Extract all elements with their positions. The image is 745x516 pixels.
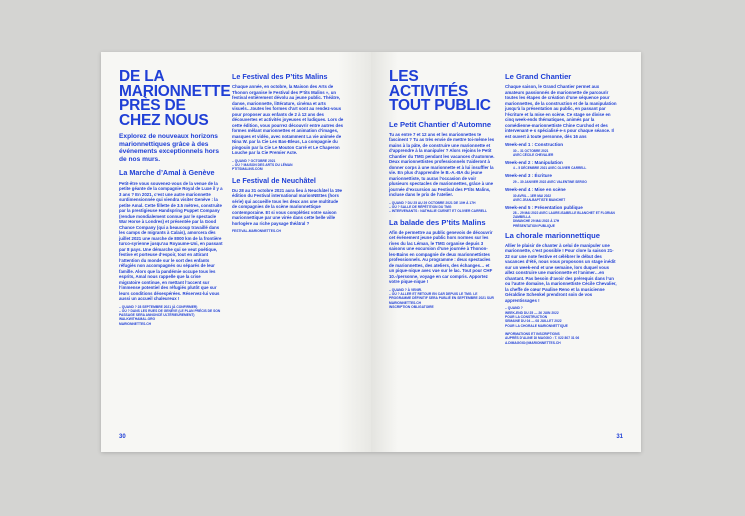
weekend-list: [505, 142, 617, 227]
weekend-detail: 29 – 30 JANVIER 2022 AVEC VALENTINE SERGO: [513, 179, 587, 184]
petit-chantier-info: – QUAND ? DU 25 AU 29 OCTOBRE 2021 DE 10H À 17H – OÙ ? SALLE DE RÉPÉTITION DU TMG – INTERVENANTS : NATHALIE CUENET ET OLIVIER CARRELL: [389, 200, 488, 214]
grand-chantier-body: Chaque saison, le Grand Chantier permet aux amateurs passionnés de marionnette de parcourir toutes les étapes de création d’une séquence pour marionnettes, de la construction et de la manipulation jusqu’à la présentation au public, en passant par l’écriture et la mise en scène. Ce stage se divise en cinq week-ends thématiques, animés par la comédienne-marionnettiste Chine Curchod et des intervenant·e·s spécialisé·e·s pour chaque séance. Il est ouvert à toute personne, dès 16 ans: [505, 84, 617, 139]
left-column-2: [232, 70, 344, 239]
left-column-1: [119, 68, 231, 331]
balade-info: – QUAND ? À VENIR. – OÙ ? ALLER ET RETOUR EN CAR DEPUIS LE TMG. LE PROGRAMME DÉFINITIF SERA PUBLIÉ EN SEPTEMBRE 2021 SUR MARIONNETTES.CH INSCRIPTION OBLIGATOIRE: [389, 287, 494, 309]
balade-heading: La balade des P’tits Malins: [389, 217, 486, 227]
right-page: [371, 52, 641, 452]
right-column-2: [505, 70, 617, 350]
page-number-left: 30: [119, 434, 126, 440]
intro-text: Explorez de nouveaux horizons marionnettiques grâce à des événements exceptionnels hors de nos murs.: [119, 133, 220, 163]
ptits-malins-heading: Le Festival des P’tits Malins: [232, 72, 328, 81]
weekend-title: Week-end 3 : Écriture: [505, 173, 552, 179]
weekend-detail: 30 – 31 OCTOBRE 2021 AVEC CÉCILE CHEVALIER: [513, 148, 554, 157]
petit-chantier-body: Tu as entre 7 et 12 ans et les marionnettes te fascinent ? Tu as très envie de mettre toi-même les mains à la pâte, de construire une marionnette et d’apprendre à la manipuler ? Alors rejoins le Petit Chantier du TMG pendant les vacances d’automne. Deux marionnettistes professionnels t’aideront à donner corps à une marionnette et à lui insuffler la vie. En plus d’apprendre le B.-A.-BA du jeune marionnettiste, tu auras l’occasion de voir plusieurs spectacles de marionnettes, grâce à une journée d’excursion au Festival des P’tits Malins, incluse dans le prix de l’atelier.: [389, 131, 495, 198]
left-page: [101, 52, 371, 452]
marche-body: Petit-être vous souvenez-vous de la venue de la petite géante de la compagnie Royal de Luxe il y a 3 ans ? En 2021, c’est une autre marionnette surdimensionnée qui viendra visiter Genève : la petite Amal. Cette fillette de 3.5 mètres, construite par la prestigieuse Handspring Puppet Company (rendue mondialement connue par le spectacle War Horse à Londres) et présentée par la Good Chance Company (qui a beaucoup travaillé dans les camps de migrants à Calais), amorcera dès juillet 2021 une marche de 8000 km de la frontière turco-syrienne jusqu’au Royaume-Uni, en passant par 8 pays. Une démarche qui se veut poétique, festive et porteuse d’espoir, tout en attirant l’attention du monde sur le sort des enfants réfugiés non accompagnés ou séparés de leur famille. Alors que la pandémie occupe tous les esprits, Amal nous rappelle que la crise migratoire continue, en mettant l’accent sur l’immense potentiel des réfugiés plutôt que sur leurs conditions désespérées. Réservez-lui vous aussi un accueil chaleureux !: [119, 180, 223, 302]
weekend-title: Week-end 4 : Mise en scène: [505, 187, 566, 193]
ptits-malins-body: Chaque année, en octobre, la Maison des Arts de Thonon organise le Festival des P’tits Malins », un festival entièrement dévolu au jeune public. Théâtre, danse, marionnette, littérature, cinéma et arts visuels…toutes les formes d’art sont au rendez-vous pour proposer aux enfants de 2 à 12 ans des découvertes et activités joyeuses et ludiques. Lors de cette édition, vous pourrez découvrir entre autres des formes mêlant marionnettes et animation d’images, masques et vidéo, avec notamment La vie animée de Nina W. par la Cie Les Bas-Bleus, La compagnie du pingouin par la Cie Le Mouton Carré et Le Chaperon Louche par la Cie Premier Acte.: [232, 84, 344, 156]
weekend-detail: 28 – 29 MAI 2022 AVEC LAURE-ISABELLE BLANCHET ET FLORIAN ZAMBELLA DIMANCHE 29 MAI 2022 À 17H PRÉSENTATION PUBLIQUE: [513, 211, 615, 228]
chorale-info: – QUAND ? WEEK-END DU 25 — 26 JUIN 2022 POUR LA CONSTRUCTION SEMAINE DU 04 — 08 JUILLET 2022 POUR LA CHORALE MARIONNETTIQUE INFORMATIONS ET INSCRIPTIONS AUPRÈS D’ALINE DI MAGGIO : T. 022 807 31 06 A.DIMAGGIO@MARIONNETTES.CH: [505, 306, 580, 345]
page-title: DE LA MARIONNETTE PRÈS DE CHEZ NOUS: [119, 68, 231, 129]
weekend-title: Week-end 5 : Présentation publique: [505, 204, 583, 210]
marche-heading: La Marche d’Amal à Genève: [119, 168, 215, 178]
grand-chantier-heading: Le Grand Chantier: [505, 72, 572, 81]
chorale-body: Allier le plaisir de chanter à celui de manipuler une marionnette, c’est possible ! Pour clore la saison 21-22 sur une note festive et célébrer le début des vacances d’été, nous vous proposons un stage inédit sur un week-end et une semaine, lors duquel vous allez construire une marionnette et l’animer…en chantant. Pas besoin d’avoir des prérequis dans l’un ou l’autre domaine, la marionnettiste Cécile Chevalier, la cheffe de cœur Pauline Reno et la musicienne Géraldine Schenkel prendront soin de vos apprentissages !: [505, 242, 617, 303]
page-title-right: LES ACTIVITÉS TOUT PUBLIC: [389, 68, 491, 114]
neuchatel-body: Du 28 au 31 octobre 2021 aura lieu à Neuchâtel la 19e édition du Festival international marionNEttes (hors série) qui accueille tous les deux ans une multitude de compagnies de la scène marionnettique contemporaine. Et si vous complétiez votre saison marionnettique par une virée dans cette belle ville horlogère au riche paysage théâtral ?: [232, 187, 343, 226]
ptits-malins-info: – QUAND ? OCTOBRE 2021 – OÙ ? MAISON DES ARTS DU LÉMAN PTITSMALINS.COM: [232, 158, 293, 172]
neuchatel-info: FESTIVAL-MARIONNETTES.CH: [232, 229, 281, 234]
chorale-heading: La chorale marionnettique: [505, 230, 600, 240]
marche-info: – QUAND ? 28 SEPTEMBRE 2021 (À CONFIRMER) – OÙ ? DANS LES RUES DE GENÈVE (LE PLAN PRÉCIS DE SON PASSAGE SERA ANNONCÉ ULTÉRIEUREMENT) WALKWITHAMAL.ORG MARIONNETTES.CH: [119, 304, 221, 326]
petit-chantier-heading: Le Petit Chantier d’Automne: [389, 119, 492, 129]
weekend-title: Week-end 2 : Manipulation: [505, 159, 563, 165]
page-number-right: 31: [616, 434, 623, 440]
balade-body: Afin de permettre au public genevois de découvrir cet événement jeune public hors normes sur les rives du lac Léman, le TMG organise depuis 3 saisons une excursion d’une journée à Thonon-les-Bains en compagnie de deux marionnettistes professionnels. Au programme : deux spectacles de marionnettes, des ateliers, des échanges… et un pique-nique avec vue sur le lac. Tout pour CHF 10.-/personne, voyage en car compris. Apportez votre pique-nique !: [389, 229, 493, 285]
book-spread: [101, 52, 641, 452]
weekend-title: Week-end 1 : Construction: [505, 142, 564, 148]
weekend-detail: 4 – 5 DÉCEMBRE 2021 AVEC OLIVIER CARRELL: [513, 166, 587, 171]
weekend-detail: 30 AVRIL – 1ER MAI 2022 AVEC JEAN-BAPTISTE BIANCHET: [513, 193, 566, 202]
neuchatel-heading: Le Festival de Neuchâtel: [232, 175, 316, 185]
right-column-1: [389, 70, 495, 314]
